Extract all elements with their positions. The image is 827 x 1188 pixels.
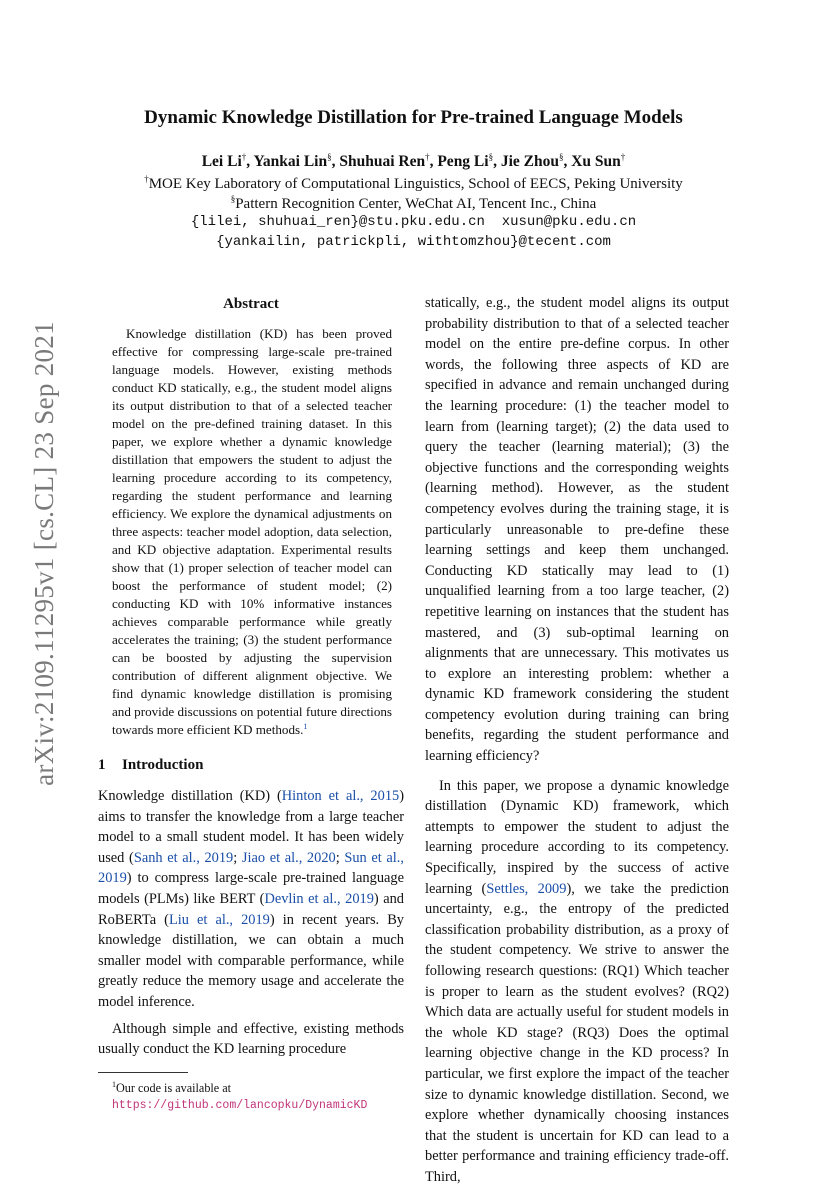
text-run: Knowledge distillation (KD) ( [98,788,282,804]
affiliation: †MOE Key Laboratory of Computational Linguistics, School of EECS, Peking University [144,174,683,192]
text-run: ; [233,849,242,866]
email-line: {yankailin, patrickpli, withtomzhou}@tecent.com [216,234,611,250]
author: Xu Sun† [571,152,626,170]
text-run: ) and RoBERTa ( [98,890,404,928]
citation-link[interactable]: Devlin et al., 2019 [264,890,374,907]
intro-paragraph: Although simple and effective, existing methods usually conduct the KD learning procedure [98,1020,404,1058]
author: Yankai Lin§ [253,152,332,170]
author-list: Lei Li†, Yankai Lin§, Shuhuai Ren†, Peng Li§, Jie Zhou§, Xu Sun† [201,152,626,170]
text-run: In this paper, we propose a dynamic knowledge distillation (Dynamic KD) framework, which attempts to empower the student to adjust the learning procedure according to its competency. Specifically, inspired by the success of active learning ( [425,777,729,897]
intro-paragraph [425,776,729,1188]
paper-title: Dynamic Knowledge Distillation for Pre-trained Language Models [144,107,683,128]
intro-paragraph [98,786,404,1013]
text-run: ) in recent years. By knowledge distillation, we can obtain a much smaller model with comparable performance, while greatly reduce the memory usage and accelerate the model inference. [98,911,405,1010]
code-link[interactable]: https://github.com/lancopku/DynamicKD [112,1098,368,1112]
intro-paragraph: statically, e.g., the student model aligns its output probability distribution to that of a selected teacher model on the entire pre-define corpus. In other words, the following three aspects of KD are specified in advance and remain unchanged during the learning procedure: (1) the teacher model to learn from (learning target); (2) the data used to query the teacher (learning material); (3) the objective functions and the corresponding weights (learning method). However, as the student competency evolves during the training stage, it is particularly unreasonable to pre-define these learning settings and keep them unchanged. Conducting KD statically may lead to (1) unqualified learning from a too large teacher, (2) repetitive learning on instances that the student has mastered, and (3) sub-optimal learning on alignments that are unnecessary. This motivates us to explore an interesting problem: whether a dynamic KD framework considering the student competency evolution during training can bring benefits, regarding the student performance and learning efficiency? [425,295,729,765]
email-line: {lilei, shuhuai_ren}@stu.pku.edu.cn xusun@pku.edu.cn [190,214,637,230]
text-run: ) to compress large-scale pre-trained language models (PLMs) like BERT ( [98,870,404,907]
arxiv-stamp-text: arXiv:2109.11295v1 [cs.CL] 23 Sep 2021 [28,320,59,786]
left-column [98,292,404,1114]
author: Peng Li§ [437,152,494,170]
citation-link[interactable]: Sun et al., 2019 [98,849,404,887]
text-run: ), we take the prediction uncertainty, e.g., the entropy of the predicted classification probability distribution, as a proxy of the student competency. We strive to answer the following research questions: (RQ1) Which teacher is proper to learn as the student evolves? (RQ2) Which data are actually useful for student models in the whole KD stage? (RQ3) Does the optimal learning objective change in the KD process? In particular, we first explore the impact of the teacher size to dynamic knowledge distillation. Second, we explore whether dynamically choosing instances that the student is uncertain for KD can lead to a better performance and training efficiency trade-off. Third, [425,880,729,1185]
footnote-divider [98,1072,188,1073]
citation-link[interactable]: Jiao et al., 2020 [241,849,336,866]
footnote: $^1$Our code is available at https://github.com/lancopku/DynamicKD [112,1079,368,1112]
citation-link[interactable]: Settles, 2009 [486,880,567,897]
citation-link[interactable]: Liu et al., 2019 [168,911,270,928]
author: Jie Zhou§ [500,152,564,170]
citation-link[interactable]: Sanh et al., 2019 [133,849,234,866]
footnote-ref[interactable]: 1 [303,722,308,731]
section-heading-introduction: 1 Introduction [98,757,204,773]
arxiv-stamp [27,260,61,846]
abstract-heading: Abstract [223,296,279,312]
citation-link[interactable]: Hinton et al., 2015 [281,788,400,804]
author: Lei Li† [201,152,247,170]
author: Shuhuai Ren† [339,152,430,170]
text-run: ; [335,849,345,866]
right-column [425,293,729,1188]
abstract-text: Knowledge distillation (KD) has been proved effective for compressing large-scale pre-trained language models. However, existing methods conduct KD statically, e.g., the student model aligns its output distribution to that of a selected teacher model on the pre-defined training dataset. In this paper, we explore whether a dynamic knowledge distillation that empowers the student to adjust the learning procedure according to its competency, regarding the student performance and learning efficiency. We explore the dynamical adjustments on three aspects: teacher model adoption, data selection, and KD objective adaptation. Experimental results show that (1) proper selection of teacher model can boost the performance of student model; (2) conducting KD with 10% informative instances achieves comparable performance while greatly accelerates the training; (3) the student performance can be boosted by adjusting the supervision contribution of different alignment objective. We find dynamic knowledge distillation is promising and provide discussions on potential future directions towards more efficient KD methods.$^1$ [112,326,393,737]
affiliation: §Pattern Recognition Center, WeChat AI, Tencent Inc., China [230,194,597,212]
text-run: ) aims to transfer the knowledge from a large teacher model to a small student model. It has been widely used ( [98,788,405,866]
